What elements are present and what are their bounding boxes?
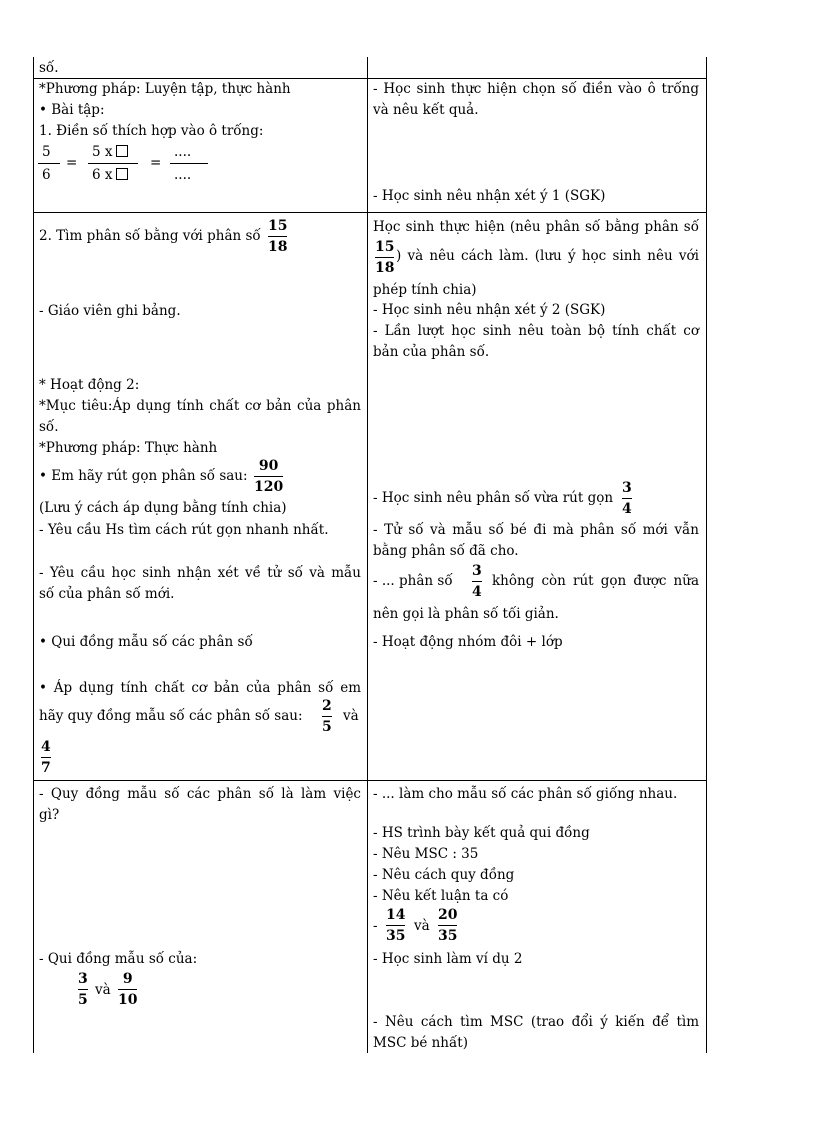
row2-right-line-c: phép tính chia): [373, 282, 477, 298]
ask-line-a: - Yêu cầu học sinh nhận xét về tử số và mẫu: [39, 565, 361, 581]
fraction-15-18: 15 18: [268, 218, 288, 255]
goal-line-a: *Mục tiêu:Áp dụng tính chất cơ bản của phân: [39, 398, 361, 414]
eq-fraction-bar-2: [88, 163, 138, 164]
row3-right-line-d: - Nêu cách quy đồng: [373, 867, 515, 883]
row2-right-line-m: - Hoạt động nhóm đôi + lớp: [373, 634, 563, 650]
and-text: và: [414, 918, 430, 934]
eq-numerator-2: 5 x: [92, 144, 128, 161]
eq-numerator-3: ....: [174, 144, 192, 160]
apply-line-b: hãy quy đồng mẫu số các phân số sau:: [39, 708, 303, 724]
common-denominator-text: • Qui đồng mẫu số các phân số: [39, 634, 253, 650]
apply-line-a: • Áp dụng tính chất cơ bản của phân số em: [39, 680, 361, 696]
note-text: (Lưu ý cách áp dụng bằng tính chia): [39, 500, 287, 516]
row3-right-dash: -: [373, 918, 378, 934]
row2-right-line-i: bằng phân số đã cho.: [373, 543, 519, 559]
activity2-heading: * Hoạt động 2:: [39, 377, 140, 393]
eq-fraction-bar-3: [170, 163, 208, 164]
and-text: và: [95, 982, 111, 998]
row3-right-line-c: - Nêu MSC : 35: [373, 846, 479, 862]
task1-text: 1. Điền số thích hợp vào ô trống:: [39, 123, 264, 139]
row2-right-line-b: ) và nêu cách làm. (lưu ý học sinh nêu với: [396, 248, 699, 264]
and-text: và: [343, 708, 359, 724]
row2-right-line-j: - ... phân số: [373, 573, 453, 589]
eq-denominator-3: ....: [174, 167, 192, 183]
fraction-20-35: 20 35: [438, 907, 458, 944]
eq-fraction-bar-1: [38, 163, 60, 164]
fraction-90-120: 90 120: [254, 458, 284, 495]
row2-right-line-f: bản của phân số.: [373, 344, 490, 360]
eq-denominator-2: 6 x: [92, 167, 128, 184]
table-border-left: [33, 57, 34, 1053]
question-line-b: gì?: [39, 807, 60, 823]
row2-right-line-e: - Lần lượt học sinh nêu toàn bộ tính chất cơ: [373, 323, 699, 339]
table-row-divider: [33, 212, 707, 213]
row0-left-text: số.: [39, 60, 59, 76]
row2-right-line-a: Học sinh thực hiện (nêu phân số bằng phân số: [373, 219, 699, 235]
row2-right-line-l: nên gọi là phân số tối giản.: [373, 606, 559, 622]
eq-numerator-1: 5: [42, 144, 51, 160]
method2-text: *Phương pháp: Thực hành: [39, 440, 218, 456]
ask-fast-text: - Yêu cầu Hs tìm cách rút gọn nhanh nhất.: [39, 522, 329, 538]
fraction-15-18-right: 15 18: [375, 239, 395, 276]
eq-denominator-1: 6: [42, 167, 51, 183]
reduce-prompt: • Em hãy rút gọn phân số sau:: [39, 468, 248, 484]
row1-right-line-a: - Học sinh thực hiện chọn số điền vào ô trống: [373, 81, 699, 97]
fraction-3-5: 3 5: [78, 971, 88, 1008]
fraction-4-7: 4 7: [41, 739, 51, 776]
fraction-3-4: 3 4: [622, 480, 632, 517]
row2-right-line-h: - Tử số và mẫu số bé đi mà phân số mới vẫn: [373, 522, 699, 538]
row3-right-line-h: - Nêu cách tìm MSC (trao đổi ý kiến để tìm: [373, 1014, 699, 1030]
table-border-right: [706, 57, 707, 1053]
row3-right-line-a: - ... làm cho mẫu số các phân số giống nhau.: [373, 786, 678, 802]
row1-right-line-b: và nêu kết quả.: [373, 102, 479, 118]
eq-sign-2: =: [150, 155, 162, 171]
row3-right-line-e: - Nêu kết luận ta có: [373, 888, 509, 904]
exercise-heading: • Bài tập:: [39, 102, 105, 118]
row3-right-line-g: - Học sinh làm ví dụ 2: [373, 951, 523, 967]
eq-sign-1: =: [66, 155, 78, 171]
table-row-divider: [33, 780, 707, 781]
example-text: - Qui đồng mẫu số của:: [39, 951, 198, 967]
row3-right-line-i: MSC bé nhất): [373, 1035, 468, 1051]
empty-box-icon: [116, 145, 128, 157]
method-text: *Phương pháp: Luyện tập, thực hành: [39, 81, 291, 97]
row2-right-line-g: - Học sinh nêu phân số vừa rút gọn: [373, 490, 614, 506]
row1-right-line-c: - Học sinh nêu nhận xét ý 1 (SGK): [373, 188, 606, 204]
fraction-9-10: 9 10: [118, 971, 138, 1008]
fraction-2-5: 2 5: [322, 698, 332, 735]
row2-right-line-d: - Học sinh nêu nhận xét ý 2 (SGK): [373, 302, 606, 318]
question-line-a: - Quy đồng mẫu số các phân số là làm việc: [39, 786, 361, 802]
fraction-14-35: 14 35: [386, 907, 406, 944]
fraction-3-4-second: 3 4: [472, 563, 482, 600]
ask-line-b: số của phân số mới.: [39, 586, 175, 602]
board-text: - Giáo viên ghi bảng.: [39, 303, 181, 319]
row2-right-line-k: không còn rút gọn được nữa: [492, 573, 699, 589]
row3-right-line-b: - HS trình bày kết quả qui đồng: [373, 825, 590, 841]
goal-line-b: số.: [39, 419, 59, 435]
table-border-middle: [367, 57, 368, 1053]
task2-text: 2. Tìm phân số bằng với phân số: [39, 228, 261, 244]
empty-box-icon: [116, 168, 128, 180]
table-row-divider: [33, 78, 707, 79]
